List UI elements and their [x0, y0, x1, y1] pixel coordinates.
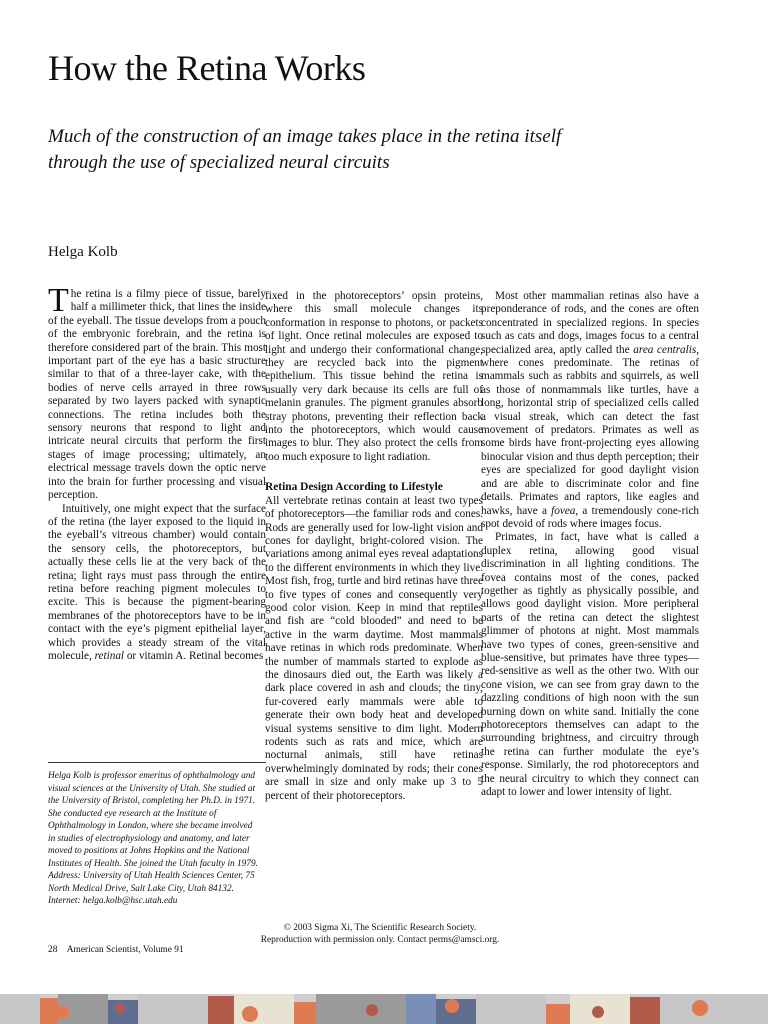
author-bio: Helga Kolb is professor emeritus of ophthalmology and visual sciences at the University of Utah. She studied at the University of Bristol, completing her Ph.D. in 1971. She conducted eye research at the Institute of Ophthalmology in London, where she became involved in studies of electrophysiology and anatomy, and later moved to positions at Johns Hopkins and the National Institutes of Health. She joined the Utah faculty in 1979. Address: University of Utah Health Sciences Center, 75 North Medical Drive, Salt Lake City, Utah 84132. Internet: helga.kolb@hsc.utah.edu — [48, 771, 258, 906]
illustration-block — [138, 994, 208, 1024]
italic-term: area centralis — [633, 343, 697, 356]
page-footer — [48, 944, 184, 956]
drop-cap: T — [48, 282, 69, 319]
retina-illustration-strip — [0, 994, 768, 1024]
page-number: 28 — [48, 945, 58, 955]
illustration-cell — [55, 1005, 69, 1019]
paragraph-text: or vitamin A. Retinal becomes — [126, 649, 264, 662]
illustration-block — [406, 994, 436, 1024]
body-column-2 — [265, 290, 483, 803]
author-name: Helga Kolb — [48, 244, 118, 260]
italic-term: retinal — [94, 649, 125, 662]
illustration-block — [630, 997, 660, 1024]
paragraph: All vertebrate retinas contain at least two types of photoreceptors—the familiar rods and cones. Rods are generally used for low-light vision and cones for daylight, bright-colored vision. The variations among animal eyes reveal adaptations to the different environments in which they live. Most fish, frog, turtle and bird retinas have three to five types of cones and consequently very good color vision. Keep in mind that reptiles and fish are “cold blooded” and need to be active in the warm daytime. Most mammals have retinas in which rods predominate. When the number of mammals started to explode as the dinosaurs died out, the Earth was likely a dark place covered in ash and clouds; the tiny, fur-covered early mammals were able to generate their own body heat and developed visual systems sensitive to dim light. Modern rodents such as rats and mice, which are nocturnal animals, still have retinas overwhelmingly dominated by rods; their cones are small in size and only make up 3 to 5 percent of their photoreceptors. — [265, 494, 483, 802]
illustration-block — [660, 994, 768, 1024]
illustration-cell — [366, 1004, 378, 1016]
footnote-divider — [48, 762, 266, 763]
section-heading: Retina Design According to Lifestyle — [265, 481, 443, 494]
journal-info: American Scientist, Volume 91 — [66, 945, 184, 955]
paragraph — [48, 503, 266, 664]
paragraph — [481, 290, 699, 531]
retina-illustration — [0, 994, 768, 1024]
illustration-cell — [592, 1006, 604, 1018]
illustration-block — [234, 994, 294, 1024]
paragraph-text: , a tremendously cone-rich spot devoid of rods where images focus. — [481, 504, 699, 530]
paragraph-text: Intuitively, one might expect that the surface of the retina (the layer exposed to the liquid in the eyeball’s vitreous chamber) would contain the sensory cells, the photoreceptors, but actually these cells lie at the very back of the retina; light rays must pass through the entire retina before reaching pigment molecules to excite. This is because the pigment-bearing membranes of the photoreceptors have to be in contact with the eye’s pigment epithelial layer, which provides a steady stream of the vital molecule, — [48, 502, 266, 662]
illustration-cell — [692, 1000, 708, 1016]
permission-line: Reproduction with permission only. Contact perms@amsci.org. — [260, 935, 500, 945]
illustration-block — [208, 996, 234, 1024]
paragraph-text: Most other mammalian retinas also have a preponderance of rods, and the cones are often concentrated in specialized regions. In species such as cats and dogs, images focus to a central specialized area, aptly called the — [481, 290, 699, 356]
article-title: How the Retina Works — [48, 48, 366, 88]
copyright-notice — [210, 922, 550, 946]
illustration-block — [476, 994, 546, 1024]
illustration-block — [0, 994, 40, 1024]
illustration-block — [294, 1002, 316, 1024]
illustration-cell — [445, 999, 459, 1013]
paragraph: fixed in the photoreceptors’ opsin proteins, where this small molecule changes its conformation in response to photons, or packets of light. Once retinal molecules are exposed to light and undergo their conformational change, they are recycled back into the pigment epithelium. This tissue behind the retina is usually very dark because its cells are full of melanin granules. The pigment granules absorb stray photons, preventing their reflection back into the photoreceptors, which would cause images to blur. They also protect the cells from too much exposure to light radiation. — [265, 290, 483, 463]
body-column-3 — [481, 290, 699, 799]
copyright-line: © 2003 Sigma Xi, The Scientific Research Society. — [283, 923, 477, 933]
paragraph-text: he retina is a filmy piece of tissue, barely half a millimeter thick, that lines the inside of the eyeball. The tissue develops from a pouch of the embryonic forebrain, and the retina is therefore considered part of the brain. This most important part of the eye has a basic structure similar to that of a three-layer cake, with the bodies of nerve cells arrayed in three rows separated by two layers packed with synaptic connections. The retina includes both the sensory neurons that respond to light and intricate neural circuits that perform the first stages of image processing; ultimately, an electrical message travels down the optic nerve into the brain for further processing and visual perception. — [48, 288, 266, 502]
paragraph: Primates, in fact, have what is called a duplex retina, allowing good visual discrimination in all lighting conditions. The fovea contains most of the cones, packed together as tightly as physically possible, and allows good daylight vision. More peripheral parts of the retina can detect the slightest glimmer of photons at night. Most mammals have two types of cones, green-sensitive and blue-sensitive, but primates have three types—red-sensitive as well as the other two. With our cone vision, we can see from gray dawn to the dazzling conditions of high noon with the sun burning down on white sand. Initially the cone photoreceptors themselves can adapt to the surrounding brightness, and circuitry through the retina can further modulate the eye’s response. Similarly, the rod photoreceptors and the neural circuitry to which they connect can adapt to lower and lower intensity of light. — [481, 531, 699, 799]
illustration-block — [316, 994, 406, 1024]
illustration-cell — [242, 1006, 258, 1022]
body-column-1 — [48, 282, 266, 663]
italic-term: fovea — [551, 504, 576, 517]
illustration-block — [546, 1004, 570, 1024]
article-subtitle: Much of the construction of an image takes place in the retina itself through the use of specialized neural circuits — [48, 126, 562, 173]
illustration-cell — [115, 1003, 125, 1013]
paragraph — [48, 282, 266, 503]
paragraph-text: , where cones predominate. The retinas of mammals such as rabbits and squirrels, as well as those of nonmammals like turtles, have a long, horizontal strip of specialized cells called a visual streak, which can detect the fast movement of predators. Primates as well as some birds have front-projecting eyes allowing binocular vision and thus depth perception; their eyes are specialized for good daylight vision and are able to discriminate color and fine details. Primates and raptors, like eagles and hawks, have a — [481, 343, 700, 517]
